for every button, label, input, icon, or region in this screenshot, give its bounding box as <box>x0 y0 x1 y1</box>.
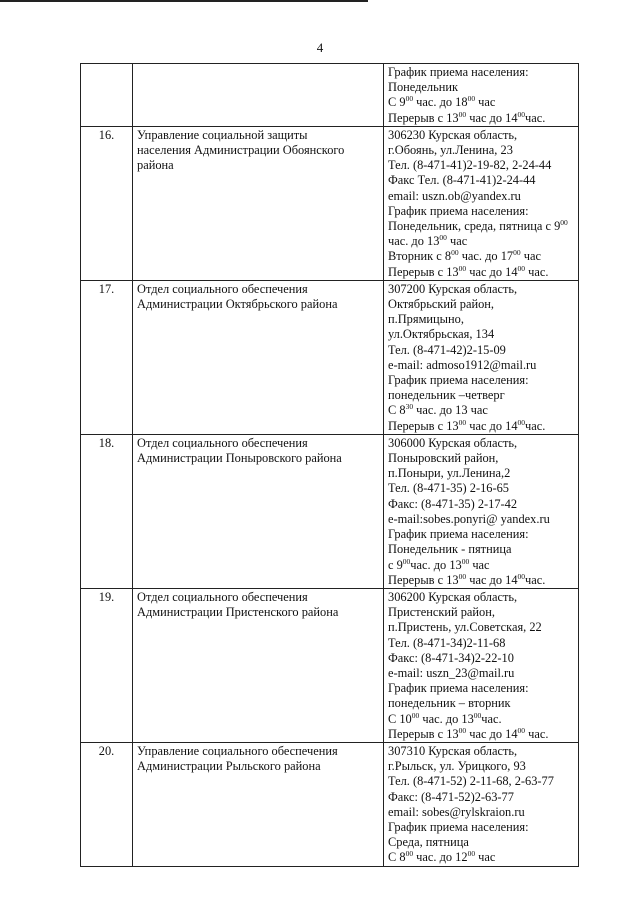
schedule-label: График приема населения: <box>388 819 529 834</box>
row-number: 16. <box>81 126 133 280</box>
offices-table <box>80 63 579 867</box>
contact-info <box>384 742 579 866</box>
top-rule <box>0 0 368 2</box>
table-row <box>81 742 579 866</box>
schedule-days: Понедельник <box>388 80 459 95</box>
email-line: email: sobes@rylskraion.ru <box>388 804 525 819</box>
schedule-label: График приема населения: <box>388 527 529 542</box>
schedule-days: Понедельник, среда, пятница с $9^{00}$ <box>388 219 568 234</box>
table-row <box>81 280 579 434</box>
address-line: Пристенский район, <box>388 605 495 620</box>
schedule-break: Перерыв с $13^{00}$ час до $14^{00}час$. <box>388 110 546 125</box>
schedule-days: Среда, пятница <box>388 835 469 850</box>
address-line: Октябрьский район, <box>388 297 495 312</box>
row-number: 17. <box>81 280 133 434</box>
address-line: Поныровский район, <box>388 451 499 466</box>
org-name: Управление социальной защиты населения Администрации Обоянского района <box>133 126 384 280</box>
schedule-hours: С $10^{00}$ час. до $13^{00}час$. <box>388 711 502 726</box>
page-number: 4 <box>316 40 324 55</box>
phone-line: Тел. (8-471-52) 2-11-68, 2-63-77 <box>388 774 554 789</box>
fax-line: Факс: (8-471-35) 2-17-42 <box>388 496 518 511</box>
schedule-break: Перерыв с $13^{00}$ час до $14^{00}$ час. <box>388 264 549 279</box>
org-name: Отдел социального обеспечения Администрации Поныровского района <box>133 434 384 588</box>
email-line: e-mail:sobes.ponyri@ yandex.ru <box>388 511 550 526</box>
schedule-label: График приема населения: <box>388 203 529 218</box>
row-number: 18. <box>81 434 133 588</box>
email-line: e-mail: uszn_23@mail.ru <box>388 665 515 680</box>
schedule-hours: с $9^{00}час$. до $13^{00}$ час <box>388 557 490 572</box>
address-line: 307200 Курская область, <box>388 281 518 296</box>
contact-info <box>384 126 579 280</box>
org-name: Отдел социального обеспечения Администрации Октябрьского района <box>133 280 384 434</box>
schedule-label: График приема населения: <box>388 65 529 79</box>
address-line: г.Обоянь, ул.Ленина, 23 <box>388 143 513 158</box>
schedule-days: понедельник –четверг <box>388 388 505 403</box>
org-name: Управление социального обеспечения Администрации Рыльского района <box>133 742 384 866</box>
contact-info <box>384 588 579 742</box>
schedule-break: Перерыв с $13^{00}$ час до $14^{00}час$. <box>388 572 546 587</box>
email-line: e-mail: admoso1912@mail.ru <box>388 357 537 372</box>
address-line: п.Поныри, ул.Ленина,2 <box>388 466 511 481</box>
schedule-hours: С $8^{00}$ час. до $12^{00}$ час <box>388 850 496 865</box>
table-row <box>81 588 579 742</box>
org-name: Отдел социального обеспечения Администрации Пристенского района <box>133 588 384 742</box>
org-name <box>133 64 384 127</box>
phone-line: Тел. (8-471-34)2-11-68 <box>388 635 506 650</box>
table-row-continuation <box>81 64 579 127</box>
table-row <box>81 434 579 588</box>
schedule-extra: Вторник с $8^{00}$ час. до $17^{00}$ час <box>388 249 541 264</box>
schedule-days: Понедельник - пятница <box>388 542 512 557</box>
address-line: 306000 Курская область, <box>388 435 518 450</box>
contact-info <box>384 434 579 588</box>
schedule-hours: час. до $13^{00}$ час <box>388 234 468 249</box>
schedule-hours: С $8^{30}$ час. до 13 час <box>388 403 488 418</box>
email-line: email: uszn.ob@yandex.ru <box>388 188 521 203</box>
row-number: 19. <box>81 588 133 742</box>
schedule-break: Перерыв с $13^{00}$ час до $14^{00}$ час. <box>388 726 549 741</box>
address-line: 306200 Курская область, <box>388 589 518 604</box>
contact-info <box>384 280 579 434</box>
address-line: ул.Октябрьская, 134 <box>388 327 495 342</box>
address-line: 306230 Курская область, <box>388 127 518 142</box>
fax-line: Факс: (8-471-52)2-63-77 <box>388 789 514 804</box>
row-number <box>81 64 133 127</box>
address-line: п.Пристень, ул.Советская, 22 <box>388 620 542 635</box>
schedule-label: График приема населения: <box>388 681 529 696</box>
phone-line: Тел. (8-471-35) 2-16-65 <box>388 481 509 496</box>
phone-line: Тел. (8-471-41)2-19-82, 2-24-44 <box>388 158 552 173</box>
table-row <box>81 126 579 280</box>
schedule-hours: С $9^{00}$ час. до $18^{00}$ час <box>388 95 496 110</box>
contact-info <box>384 64 579 127</box>
fax-line: Факс: (8-471-34)2-22-10 <box>388 650 514 665</box>
fax-line: Факс Тел. (8-471-41)2-24-44 <box>388 173 536 188</box>
address-line: г.Рыльск, ул. Урицкого, 93 <box>388 759 526 774</box>
schedule-break: Перерыв с $13^{00}$ час до $14^{00}час$. <box>388 418 546 433</box>
address-line: 307310 Курская область, <box>388 743 518 758</box>
address-line: п.Прямицыно, <box>388 312 464 327</box>
row-number: 20. <box>81 742 133 866</box>
schedule-days: понедельник – вторник <box>388 696 511 711</box>
phone-line: Тел. (8-471-42)2-15-09 <box>388 342 506 357</box>
schedule-label: График приема населения: <box>388 373 529 388</box>
